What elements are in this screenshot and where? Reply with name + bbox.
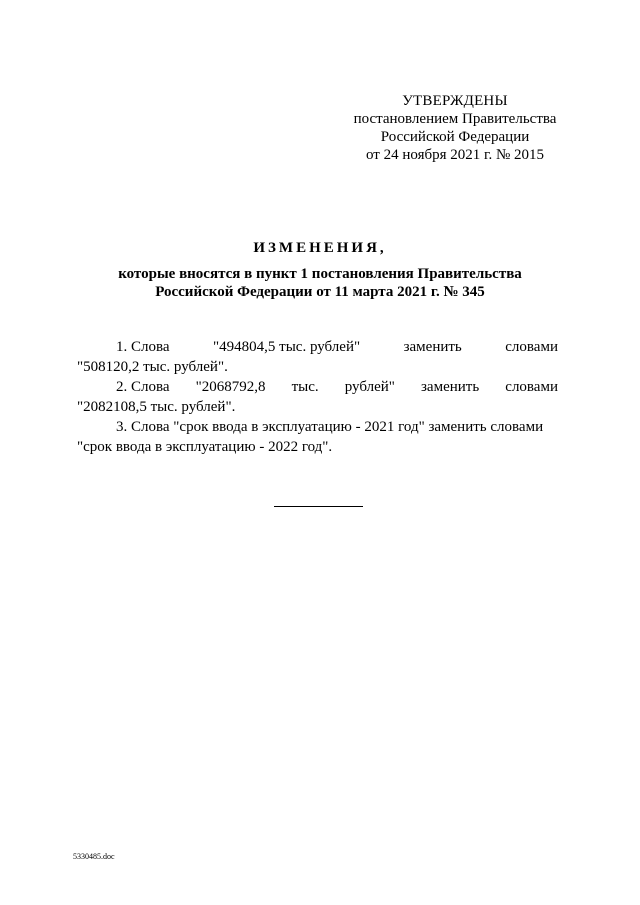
- item-2-word: заменить: [421, 379, 480, 395]
- amendment-item-2-line-2: "2082108,5 тыс. рублей".: [77, 399, 236, 415]
- item-2-word: 2. Слова: [116, 379, 170, 395]
- approval-date-number: от 24 ноября 2021 г. № 2015: [365, 147, 545, 163]
- approval-line-federation: Российской Федерации: [380, 129, 530, 145]
- amendment-list: [77, 337, 558, 457]
- subtitle-line-1: которые вносятся в пункт 1 постановления Правительства: [118, 266, 522, 282]
- amendment-item-1: [77, 337, 558, 377]
- amendment-item-3: [77, 417, 558, 457]
- item-1-word: 1. Слова: [116, 339, 170, 355]
- subtitle-line-2: Российской Федерации от 11 марта 2021 г. № 345: [155, 284, 485, 300]
- amendment-item-3-line-1: 3. Слова "срок ввода в эксплуатацию - 2021 год" заменить словами: [116, 419, 544, 435]
- amendment-item-1-line-2: "508120,2 тыс. рублей".: [77, 359, 228, 375]
- amendment-item-3-line-2: "срок ввода в эксплуатацию - 2022 год".: [77, 439, 333, 455]
- approval-block: [340, 92, 570, 164]
- amendment-item-2-line-1: [77, 377, 558, 397]
- item-2-word: тыс.: [291, 379, 319, 395]
- end-separator-line: [274, 506, 363, 507]
- amendment-item-2: [77, 377, 558, 417]
- item-1-word: заменить: [403, 339, 462, 355]
- footer-doc-code: 5330485.doc: [73, 852, 115, 861]
- approval-heading: УТВЕРЖДЕНЫ: [402, 93, 508, 109]
- item-2-word: словами: [505, 379, 558, 395]
- document-title: ИЗМЕНЕНИЯ,: [253, 240, 387, 256]
- item-1-word: словами: [505, 339, 558, 355]
- item-1-word: "494804,5 тыс. рублей": [213, 339, 361, 355]
- amendment-item-1-line-1: [77, 337, 558, 357]
- item-2-word: "2068792,8: [195, 379, 266, 395]
- item-2-word: рублей": [344, 379, 395, 395]
- document-subtitle: [60, 265, 580, 301]
- approval-line-resolution: постановлением Правительства: [353, 111, 557, 127]
